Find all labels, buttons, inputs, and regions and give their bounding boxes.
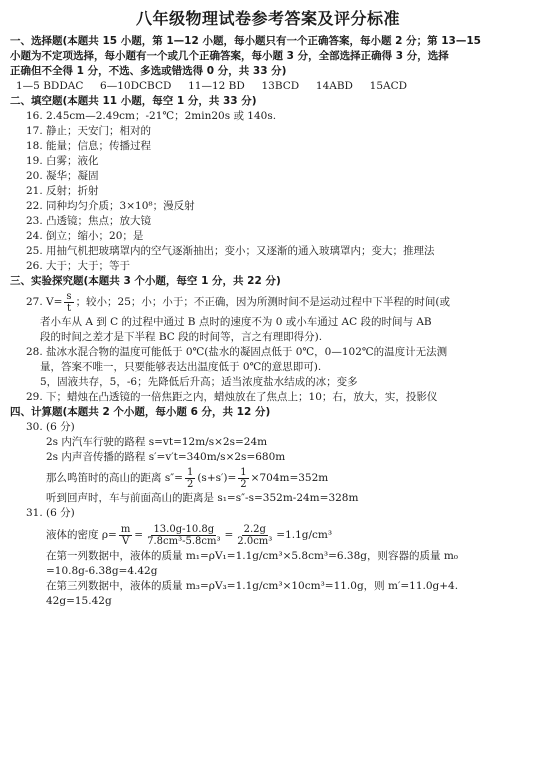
section-fill-heading: 二、填空题(本题共 11 小题，每空 1 分，共 33 分) [10,95,257,107]
q29-line: 29. 下；蜡烛在凸透镜的一倍焦距之内，蜡烛放在了焦点上；10；右，放大，实，投影仪 [26,391,438,403]
q27-rest: ；较小；25；小；小于；不正确，因为所测时间不是运动过程中下半程的时间(或 [75,295,451,308]
page-title: 八年级物理试卷参考答案及评分标准 [135,9,400,28]
section-choice-heading: 一、选择题(本题共 15 小题，第 1—12 小题，每小题只有一个正确答案，每小题 2 分；第 13—15 [10,35,481,47]
q31-fraction-diff-den: 7.8cm³-5.8cm³ [147,535,221,547]
q27-line3: 段的时间之差才是下半程 BC 段的时间等，言之有理即得分). [40,331,323,343]
fill-item-23: 23. 凸透镜；焦点；放大镜 [26,215,152,227]
q31-fraction-result-num: 2.2g [243,523,266,535]
q27-line2: 者小车从 A 到 C 的过程中通过 B 点时的速度不为 0 或小车通过 AC 段的时间与 AB [40,316,432,328]
section-fill [10,94,526,274]
q31-line3: =10.8g-6.38g=4.42g [46,565,158,577]
q30-line1: 2s 内汽车行驶的路程 s=vt=12m/s×2s=24m [46,436,268,448]
choice-answers: 1—5 BDDAC 6—10DCBCD 11—12 BD 13BCD 14ABD 15ACD [16,80,408,92]
section-calculation [10,405,526,609]
q31-line1-end: =1.1g/cm³ [276,528,333,541]
q30-half-fraction-2 [238,467,248,490]
q31-fraction-diff [145,524,222,547]
answer-sheet [10,8,526,609]
fill-item-20: 20. 凝华；凝固 [26,170,99,182]
section-experiment-heading: 三、实验探究题(本题共 3 个小题，每空 1 分，共 22 分) [10,275,281,287]
q30-half-fraction-1 [185,467,195,490]
fill-item-25: 25. 用抽气机把玻璃罩内的空气逐渐抽出；变小；又逐渐的通入玻璃罩内；变大；推理法 [26,245,435,257]
q30-half-numerator-2: 1 [240,466,247,478]
q31-line1-a: 液体的密度 ρ= [46,528,117,541]
q31-equals-2: = [224,528,234,541]
q31-line2: 在第一列数据中，液体的质量 m₁=ρV₁=1.1g/cm³×5.8cm³=6.38g，则容器的质量 m₀ [46,550,459,562]
q31-fraction-result-den: 2.0cm³ [237,535,273,547]
q31-fraction-mv-num: m [120,523,131,535]
section-choice-heading-line3: 正确但不全得 1 分，不选、多选或错选得 0 分，共 33 分) [10,65,287,77]
q28-line2: 量，答案不唯一，只要能够表达出温度低于 0℃的意思即可). [40,361,322,373]
q27-denominator: t [66,302,71,314]
q28-line1: 28. 盐冰水混合物的温度可能低于 0℃(盐水的凝固点低于 0℃，0—102℃的温度计无法测 [26,346,448,358]
section-choice [10,34,526,94]
fill-item-26: 26. 大于；大于；等于 [26,260,131,272]
fill-item-16: 16. 2.45cm—2.49cm；-21℃；2min20s 或 140s. [26,110,277,122]
q30-line3-b: (s+s′)= [197,471,237,484]
q30-half-denominator-2: 2 [240,478,247,490]
q31-line1 [10,521,526,549]
q30-line4: 听到回声时，车与前面高山的距离是 s₁=s″-s=352m-24m=328m [46,492,359,504]
q27-formula-fraction [64,291,73,314]
fill-item-22: 22. 同种均匀介质；3×10⁸；漫反射 [26,200,195,212]
q31-line4: 在第三列数据中，液体的质量 m₃=ρV₃=1.1g/cm³×10cm³=11.0g，则 m′=11.0g+4. [46,580,459,592]
q31-line5: 42g=15.42g [46,595,112,607]
q27-prefix: 27. V= [26,295,63,308]
section-choice-heading-line2: 小题为不定项选择，每小题有一个或几个正确答案，每小题 3 分，全部选择正确得 3 分，选择 [10,50,449,62]
q30-line2: 2s 内声音传播的路程 s′=v′t=340m/s×2s=680m [46,451,286,463]
q27-numerator: s [66,290,72,302]
q30-half-denominator-1: 2 [186,478,194,490]
fill-item-18: 18. 能量；信息；传播过程 [26,140,152,152]
q30-half-numerator-1: 1 [186,466,194,478]
fill-item-21: 21. 反射；折射 [26,185,99,197]
q31-fraction-mv [119,524,132,547]
fill-item-17: 17. 静止；天安门；相对的 [26,125,152,137]
q30-header: 30. (6 分) [26,421,75,433]
section-calculation-heading: 四、计算题(本题共 2 个小题，每小题 6 分，共 12 分) [10,406,271,418]
fill-item-24: 24. 倒立；缩小；20；是 [26,230,144,242]
q31-fraction-mv-den: V [121,535,130,547]
q31-fraction-diff-num: 13.0g-10.8g [153,523,215,535]
q31-fraction-result [235,524,274,547]
section-experiment [10,274,526,405]
q30-line3-c: ×704m=352m [250,471,329,484]
q28-line3: 5，固液共存，5，-6；先降低后升高；适当浓度盐水结成的冰；变多 [40,376,358,388]
q31-equals-1: = [134,528,144,541]
q31-header: 31. (6 分) [26,507,75,519]
q27-line1 [10,289,526,315]
q30-line3 [10,465,526,491]
fill-item-19: 19. 白雾；液化 [26,155,99,167]
q30-line3-a: 那么鸣笛时的高山的距离 s″= [46,471,183,484]
